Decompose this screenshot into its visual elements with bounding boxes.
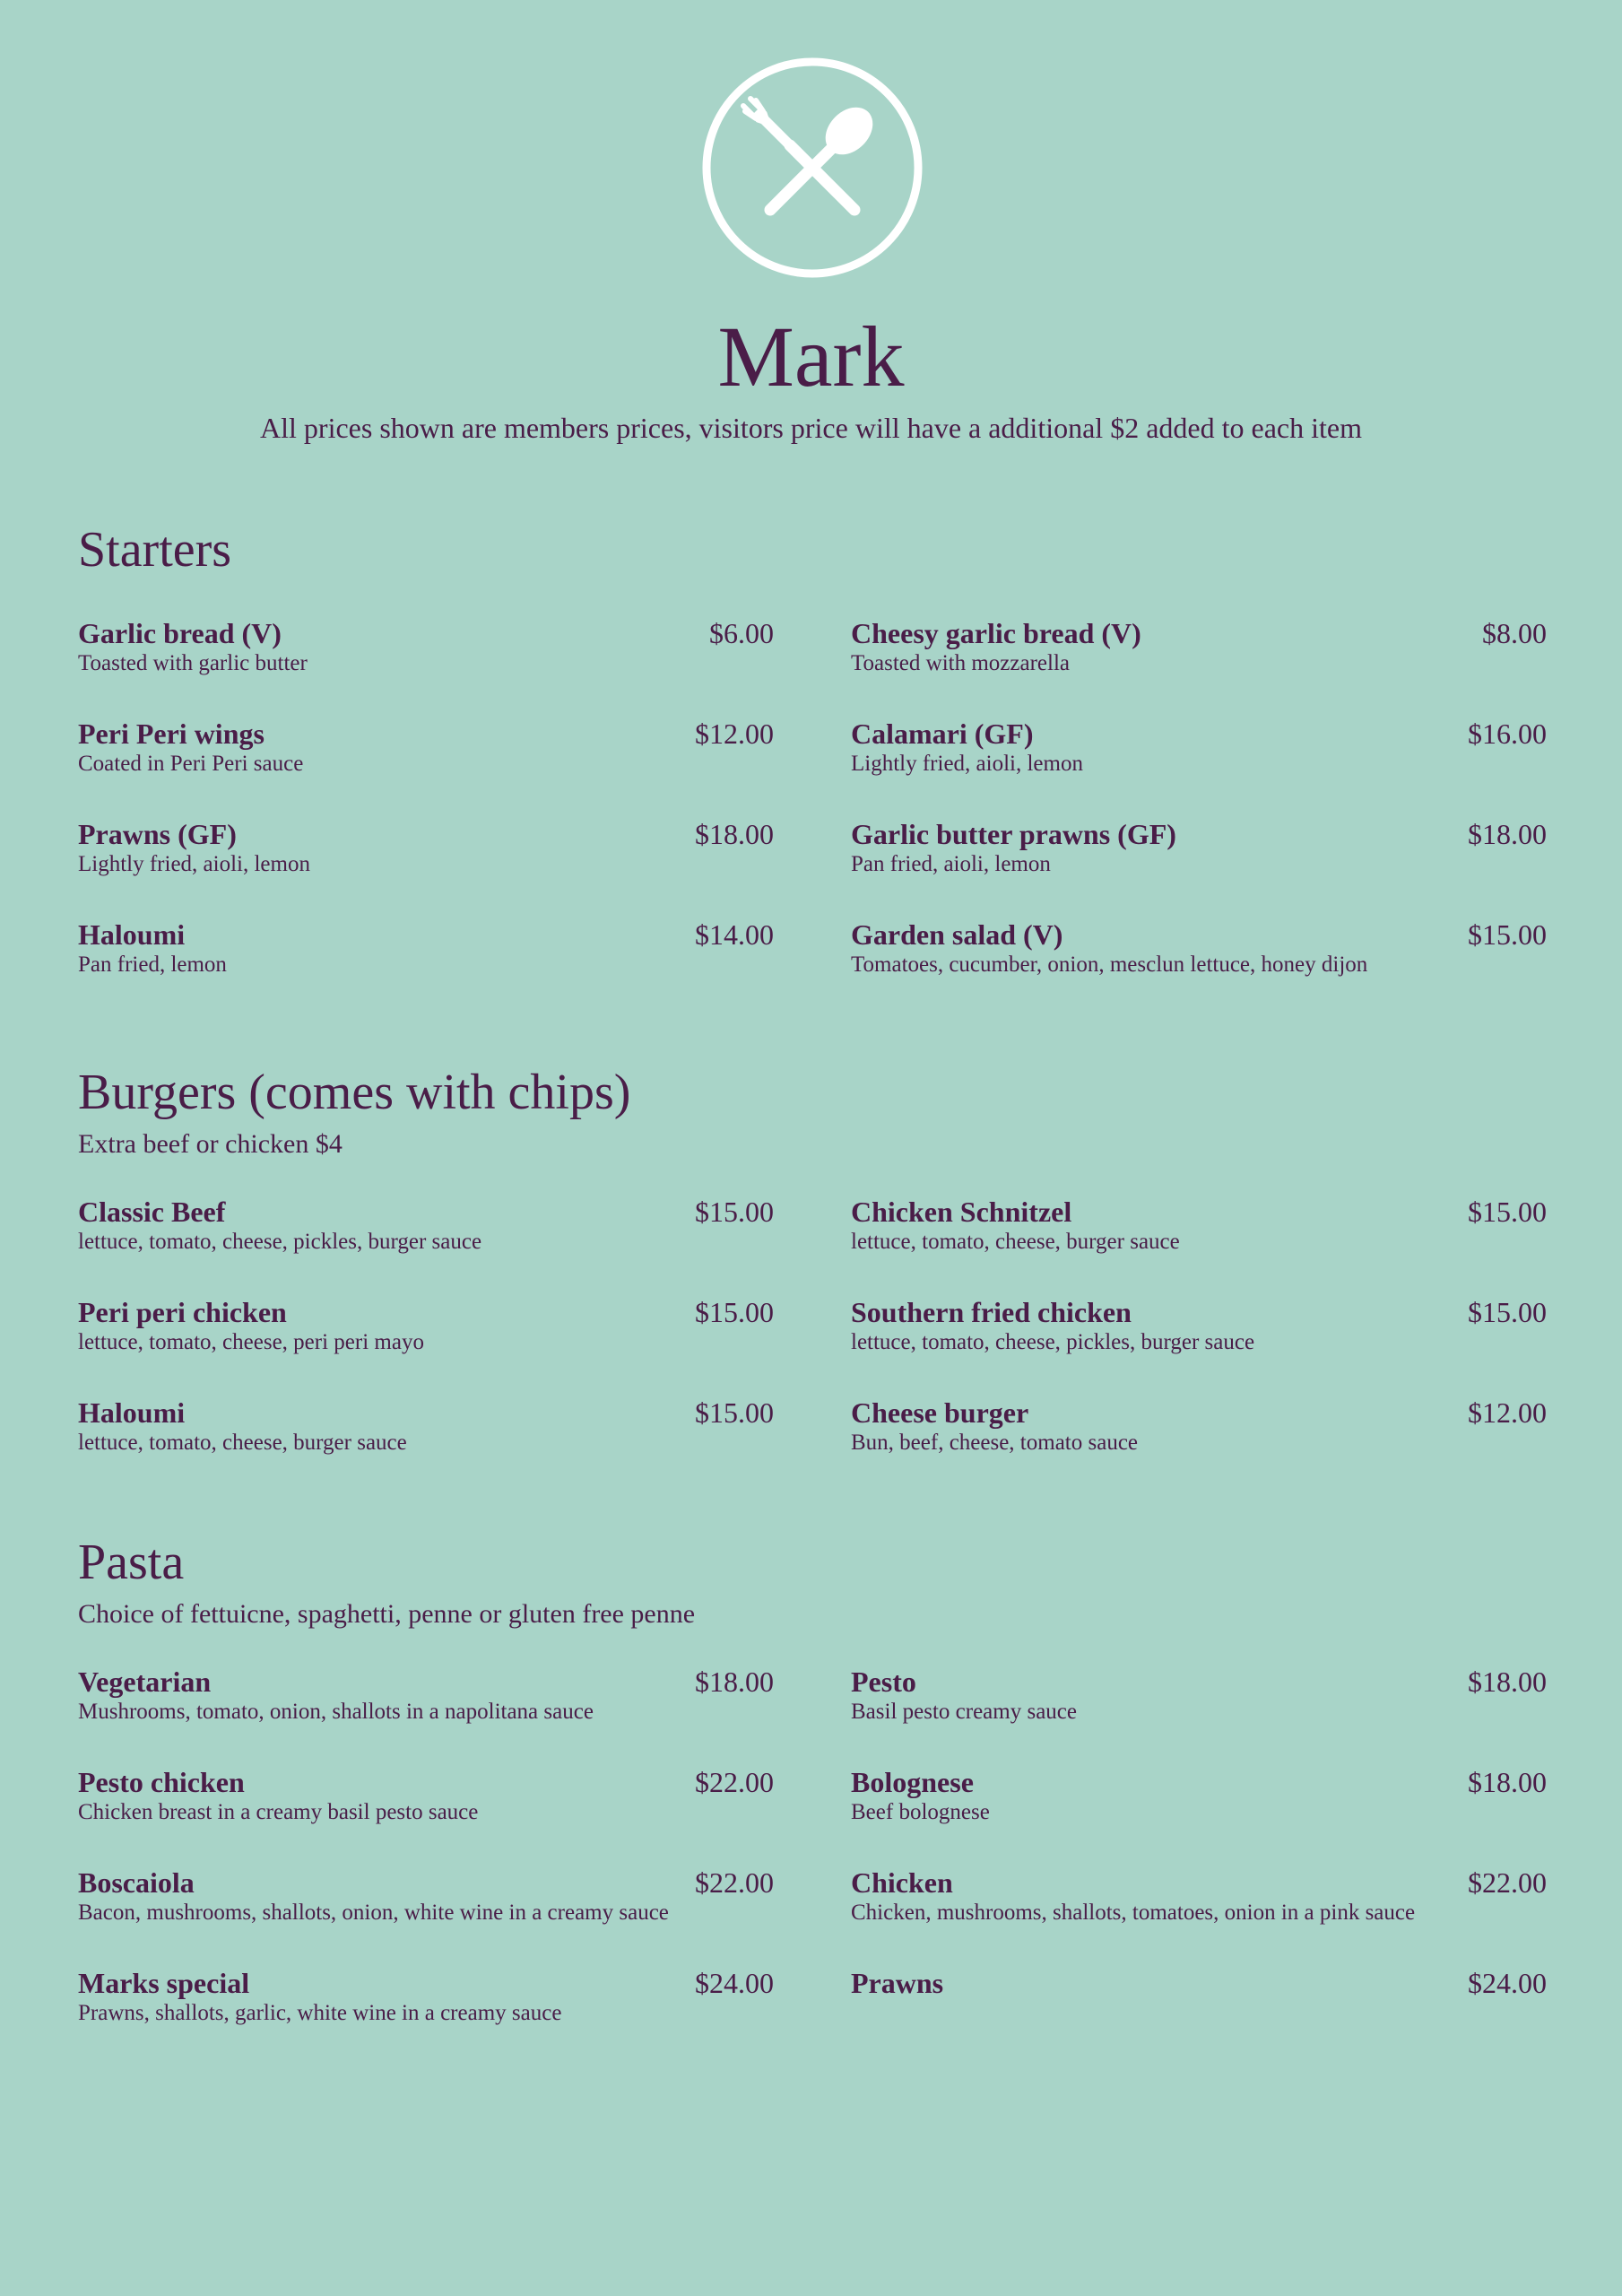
- item-name: Vegetarian: [78, 1665, 212, 1698]
- item-price: $16.00: [1468, 718, 1547, 750]
- menu-item: [78, 1965, 774, 2046]
- item-description: lettuce, tomato, cheese, burger sauce: [851, 1230, 1180, 1254]
- item-name: Garden salad (V): [851, 918, 1063, 951]
- item-price: $18.00: [1468, 1766, 1547, 1798]
- item-name: Chicken Schnitzel: [851, 1196, 1072, 1228]
- menu-item: [851, 716, 1547, 796]
- menu-item: [78, 716, 774, 796]
- item-name: Bolognese: [851, 1766, 974, 1798]
- item-price: $15.00: [1468, 1296, 1547, 1328]
- item-name: Peri peri chicken: [78, 1296, 287, 1328]
- section-burgers: [78, 1061, 1548, 1455]
- item-description: Mushrooms, tomato, onion, shallots in a napolitana sauce: [78, 1700, 594, 1724]
- menu-item: [851, 1664, 1547, 1744]
- menu-item: [78, 917, 774, 997]
- section-title: Pasta: [78, 1535, 185, 1590]
- item-description: Chicken breast in a creamy basil pesto sauce: [78, 1800, 479, 1824]
- page-title: Mark: [717, 309, 905, 404]
- item-price: $15.00: [1468, 918, 1547, 951]
- item-name: Boscaiola: [78, 1866, 195, 1899]
- item-price: $22.00: [695, 1766, 774, 1798]
- menu-item: [78, 1294, 774, 1375]
- menu-item: [851, 1965, 1547, 2046]
- item-price: $18.00: [1468, 818, 1547, 850]
- section-title: Burgers (comes with chips): [78, 1065, 631, 1120]
- item-description: Bacon, mushrooms, shallots, onion, white wine in a creamy sauce: [78, 1900, 669, 1925]
- menu-item: [851, 615, 1547, 696]
- item-price: $12.00: [695, 718, 774, 750]
- section-title: Starters: [78, 522, 232, 578]
- menu-item: [851, 1764, 1547, 1845]
- item-description: Toasted with garlic butter: [78, 651, 308, 675]
- menu-item: [78, 615, 774, 696]
- menu-item: [851, 1395, 1547, 1475]
- item-name: Pesto: [851, 1665, 916, 1698]
- item-price: $6.00: [709, 617, 774, 649]
- item-name: Marks special: [78, 1967, 250, 1999]
- section-starters: [78, 518, 1548, 977]
- item-name: Garlic butter prawns (GF): [851, 818, 1176, 850]
- item-description: Lightly fried, aioli, lemon: [78, 852, 310, 876]
- item-name: Calamari (GF): [851, 718, 1034, 750]
- menu-item: [851, 1865, 1547, 1945]
- item-name: Prawns: [851, 1967, 944, 1999]
- menu-item: [78, 816, 774, 897]
- item-price: $24.00: [1468, 1967, 1547, 1999]
- item-price: $12.00: [1468, 1396, 1547, 1429]
- item-price: $22.00: [695, 1866, 774, 1899]
- item-name: Chicken: [851, 1866, 953, 1899]
- menu-item: [78, 1764, 774, 1845]
- item-name: Cheese burger: [851, 1396, 1029, 1429]
- item-description: Pan fried, lemon: [78, 952, 227, 977]
- item-description: Basil pesto creamy sauce: [851, 1700, 1077, 1724]
- menu-item: [851, 1294, 1547, 1375]
- item-description: Toasted with mozzarella: [851, 651, 1070, 675]
- section-subtitle: Choice of fettuicne, spaghetti, penne or gluten free penne: [78, 1599, 696, 1629]
- item-price: $15.00: [695, 1196, 774, 1228]
- item-price: $15.00: [695, 1396, 774, 1429]
- menu-item: [851, 816, 1547, 897]
- item-price: $18.00: [695, 818, 774, 850]
- item-name: Prawns (GF): [78, 818, 237, 850]
- item-description: Chicken, mushrooms, shallots, tomatoes, onion in a pink sauce: [851, 1900, 1416, 1925]
- menu-item: [78, 1664, 774, 1744]
- item-name: Classic Beef: [78, 1196, 226, 1228]
- item-name: Peri Peri wings: [78, 718, 265, 750]
- item-description: Lightly fried, aioli, lemon: [851, 752, 1083, 776]
- item-price: $18.00: [695, 1665, 774, 1698]
- section-pasta: [78, 1531, 1548, 2025]
- item-price: $14.00: [695, 918, 774, 951]
- item-description: Tomatoes, cucumber, onion, mesclun lettuce, honey dijon: [851, 952, 1368, 977]
- item-price: $15.00: [695, 1296, 774, 1328]
- item-name: Haloumi: [78, 1396, 186, 1429]
- item-name: Haloumi: [78, 918, 186, 951]
- item-description: Coated in Peri Peri sauce: [78, 752, 304, 776]
- menu-item: [851, 917, 1547, 997]
- item-description: Beef bolognese: [851, 1800, 990, 1824]
- item-price: $8.00: [1482, 617, 1547, 649]
- item-price: $18.00: [1468, 1665, 1547, 1698]
- item-description: lettuce, tomato, cheese, pickles, burger sauce: [78, 1230, 482, 1254]
- menu-item: [78, 1865, 774, 1945]
- item-name: Southern fried chicken: [851, 1296, 1132, 1328]
- menu-item: [78, 1194, 774, 1274]
- menu-item: [78, 1395, 774, 1475]
- item-price: $15.00: [1468, 1196, 1547, 1228]
- item-name: Cheesy garlic bread (V): [851, 617, 1141, 649]
- item-description: Prawns, shallots, garlic, white wine in a creamy sauce: [78, 2001, 562, 2025]
- fork-and-spoon-icon: [700, 56, 924, 280]
- item-description: Bun, beef, cheese, tomato sauce: [851, 1431, 1139, 1455]
- section-subtitle: Extra beef or chicken $4: [78, 1129, 343, 1159]
- item-description: lettuce, tomato, cheese, burger sauce: [78, 1431, 407, 1455]
- item-price: $22.00: [1468, 1866, 1547, 1899]
- price-note: All prices shown are members prices, visitors price will have a additional $2 added to each item: [260, 412, 1362, 444]
- item-description: lettuce, tomato, cheese, pickles, burger sauce: [851, 1330, 1255, 1354]
- item-name: Pesto chicken: [78, 1766, 245, 1798]
- item-description: Pan fried, aioli, lemon: [851, 852, 1051, 876]
- item-price: $24.00: [695, 1967, 774, 1999]
- item-description: lettuce, tomato, cheese, peri peri mayo: [78, 1330, 424, 1354]
- menu-item: [851, 1194, 1547, 1274]
- item-name: Garlic bread (V): [78, 617, 282, 649]
